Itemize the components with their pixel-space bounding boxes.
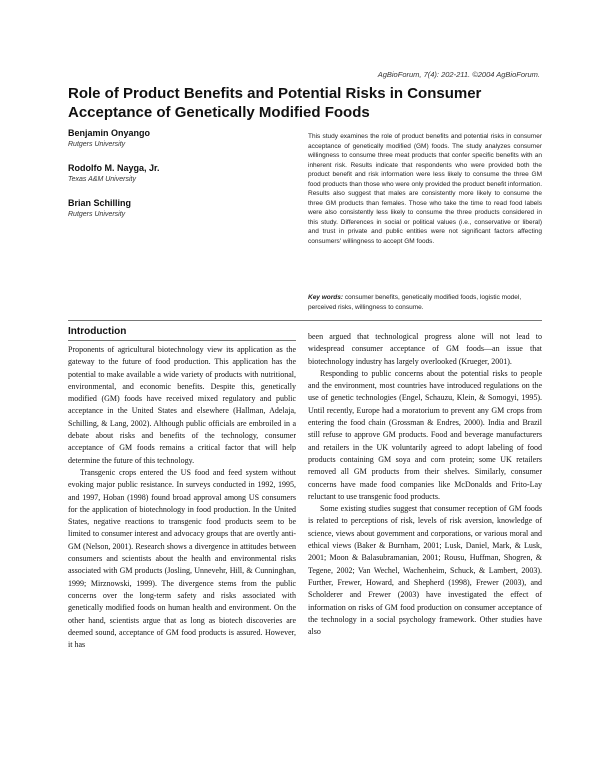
body-column-right <box>308 331 542 638</box>
body-paragraph: Proponents of agricultural biotechnology view its application as the gateway to the future of food production. This application has the potential to make available a wide variety of products with nutritional, environmental, and economic benefits. Despite this, genetically modified (GM) foods have received mixed regulatory and public acceptance in the United States and elsewhere (Hallman, Adelaja, Schilling, & Lang, 2002). Although public officials are embroiled in a debate about risks and benefits of the technology, consumer acceptance of GM foods remains a critical factor that will help determine the future of this technology. <box>68 345 296 465</box>
author-block <box>68 163 268 184</box>
author-affiliation: Rutgers University <box>68 141 126 148</box>
keywords-text: consumer benefits, genetically modified foods, logistic model, perceived risks, willingness to consume. <box>308 294 522 311</box>
journal-citation: AgBioForum, 7(4): 202-211. ©2004 AgBioForum. <box>377 70 540 79</box>
author-name: Benjamin Onyango <box>68 128 151 138</box>
section-divider <box>68 320 542 321</box>
body-paragraph: Transgenic crops entered the US food and feed system without evoking major public resistance. In surveys conducted in 1992, 1995, and 1997, Hoban (1998) found broad approval among US consumers for the application of biotechnology in food production. In the United States, negative reactions to transgenic food products seem to be limited to consumer interest and advocacy groups that are overtly anti-GM (Nelson, 2001). Research shows a divergence in attitudes between consumers and scientists about the health and environmental risks associated with GM products (Josling, Unnevehr, Hill, & Cunninghan, 1999; Mirznowski, 1999). The divergence stems from the public concerns over the long-term safety and risks associated with genetically modified foods on human health and environment. On the other hand, scientists argue that as long as biotech discoveries are deemed sound, acceptance of GM food products is assured. However, it has <box>68 467 296 650</box>
keywords <box>308 293 542 312</box>
author-block <box>68 128 268 149</box>
author-list <box>68 128 268 233</box>
body-paragraph: been argued that technological progress alone will not lead to widespread consumer acceptance of GM foods—an issue that biotechnology industry has largely overlooked (Krueger, 2001). <box>308 332 542 366</box>
heading-underline <box>68 340 296 341</box>
author-affiliation: Rutgers University <box>68 211 126 218</box>
body-column-left <box>68 344 296 651</box>
author-affiliation: Texas A&M University <box>68 176 136 183</box>
body-paragraph: Some existing studies suggest that consumer reception of GM foods is related to perceptions of risk, levels of risk aversion, knowledge of science, views about government and corporations, or various moral and ethical views (Baker & Burnham, 2001; Lusk, Daniel, Mark, & Lusk, 2001; Moon & Balasubramanian, 2001; Rousu, Huffman, Shogren, & Tegene, 2002; Van Wechel, Wachenheim, Schuck, & Lambert, 2003). Further, Frewer, Howard, and Shepherd (1998), Frewer (2003), and Scholderer and Frewer (2003) have investigated the effect of information on risks of GM food production on consumer acceptance of the technology in a social psychology framework. Other studies have also <box>308 504 542 637</box>
author-name: Rodolfo M. Nayga, Jr. <box>68 163 160 173</box>
author-block <box>68 198 268 219</box>
keywords-label: Key words: <box>308 294 344 301</box>
paper-title: Role of Product Benefits and Potential Risks in Consumer Acceptance of Genetically Modified Foods <box>68 85 482 121</box>
author-name: Brian Schilling <box>68 198 132 208</box>
abstract: This study examines the role of product benefits and potential risks in consumer acceptance of genetically modified (GM) foods. The study analyzes consumer willingness to consume three meat products that confer specific benefits with an inherent risk. Results indicate that respondents who were provided both the product benefit and risk information were less likely to consume the three GM food products than those who were only provided the product benefit information. Results also suggest that males are consistently more likely to consume the three GM products than females. Those who take the time to read food labels were also consistently less likely to consume the three products considered in this study. Differences in social or political values (i.e., conservative or liberal) and trust in private and public entities were not significant factors affecting consumers' willingness to accept GM foods. <box>308 133 542 246</box>
section-heading-introduction: Introduction <box>68 326 127 337</box>
body-paragraph: Responding to public concerns about the potential risks to people and the environment, most countries have introduced regulations on the use of genetic technologies (Engel, Schauzu, Klein, & Somogyi, 1995). Until recently, Europe had a moratorium to prevent any GM crops from entering the food chain (Grossman & Endres, 2000). India and Brazil still refuse to approve GM products. Food and beverage manufacturers and retailers in the UK voluntarily agreed to adopt labeling of food products containing GM soya and corn protein; some UK retailers removed all GM products from their shelves. Similarly, consumer concerns have made food companies like McDonalds and Frito-Lay reluctant to use transgenic food products. <box>308 368 542 501</box>
